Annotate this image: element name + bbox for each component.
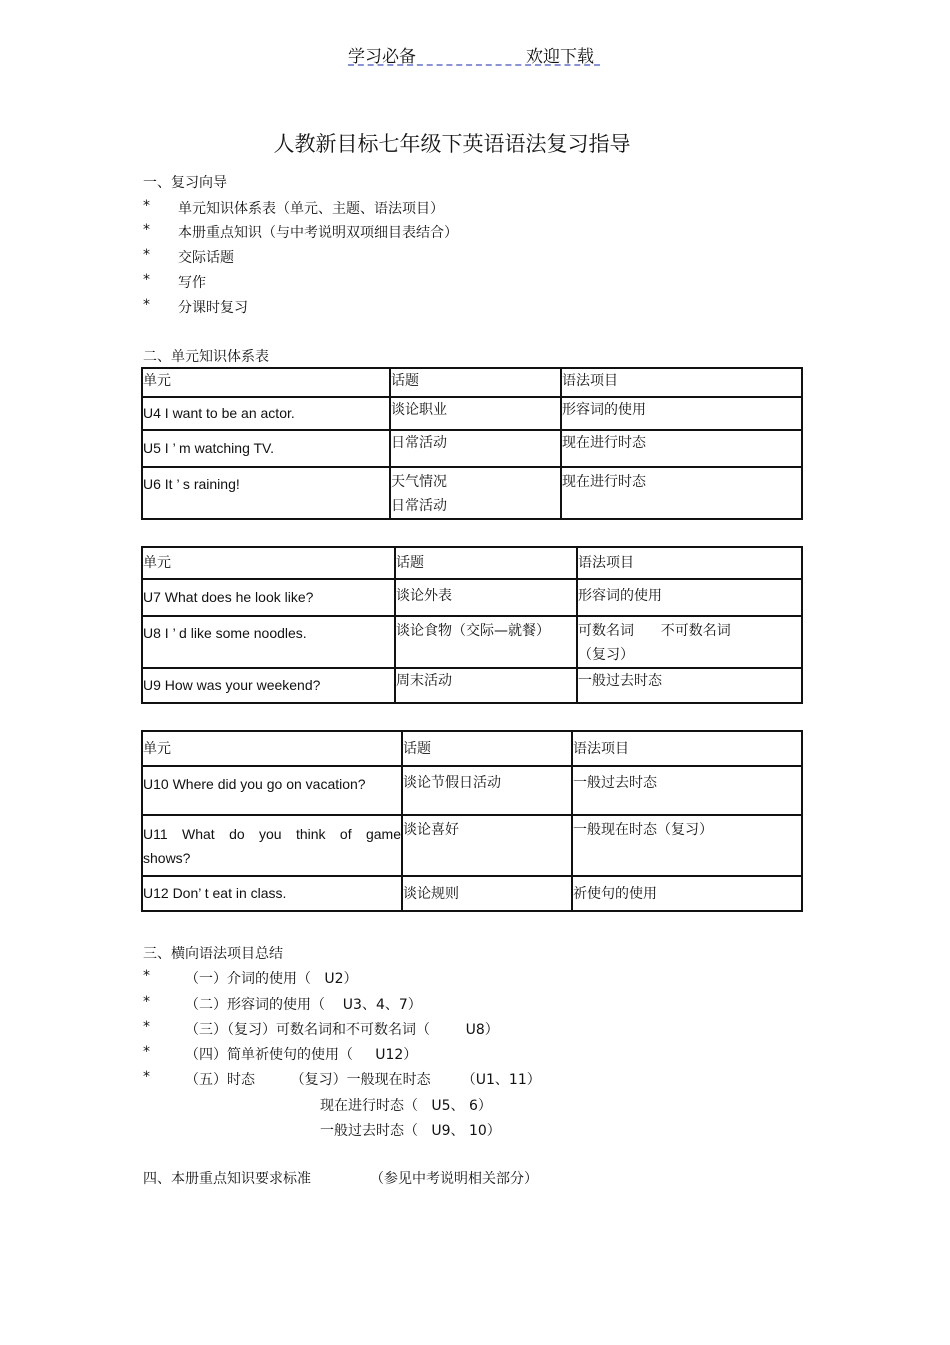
- grammar-cell: 一般现在时态（复习）: [573, 822, 713, 838]
- topic-cell: 日常活动: [391, 435, 447, 451]
- header-unit: 单元: [142, 731, 402, 766]
- bullet: *: [143, 994, 150, 1010]
- table-row: [142, 766, 802, 815]
- topic-cell: 谈论食物（交际—就餐）: [396, 623, 550, 639]
- topic-cell: 天气情况: [391, 474, 447, 490]
- list-item: （五）时态 （复习）一般现在时态 （U1、11）: [185, 1072, 541, 1088]
- unit-cell: U11 What do you think of game: [143, 826, 401, 842]
- bullet: *: [143, 297, 150, 313]
- topic-cell: 谈论职业: [391, 402, 447, 418]
- grammar-cell: 形容词的使用: [562, 402, 646, 418]
- unit-cell: U7 What does he look like?: [143, 589, 314, 605]
- table-row: [142, 430, 802, 467]
- header-topic: 话题: [390, 368, 561, 397]
- topic-cell: 谈论节假日活动: [403, 775, 501, 791]
- unit-cell: U12 Don’ t eat in class.: [143, 885, 287, 901]
- unit-cell: U9 How was your weekend?: [143, 677, 321, 693]
- grammar-cell: 可数名词 不可数名词: [578, 623, 731, 639]
- unit-cell: U10 Where did you go on vacation?: [143, 776, 366, 792]
- header-topic: 话题: [395, 547, 577, 579]
- list-item: 写作: [178, 275, 206, 291]
- section4-note: （参见中考说明相关部分）: [370, 1171, 538, 1187]
- grammar-cell: （复习）: [578, 647, 634, 663]
- grammar-cell: 现在进行时态: [562, 435, 646, 451]
- sub-item: 一般过去时态（ U9、 10）: [320, 1123, 501, 1139]
- table-header-row: [142, 731, 802, 766]
- table-row: [142, 815, 802, 876]
- page-title: 人教新目标七年级下英语语法复习指导: [273, 132, 631, 156]
- list-item: 交际话题: [178, 250, 234, 266]
- section3-heading: 三、横向语法项目总结: [143, 946, 283, 962]
- bullet: *: [143, 968, 150, 984]
- header-divider: [348, 64, 600, 66]
- bullet: *: [143, 1044, 150, 1060]
- table-row: [142, 579, 802, 616]
- topic-cell: 日常活动: [391, 498, 447, 514]
- table-row: [142, 616, 802, 668]
- topic-cell: 谈论喜好: [403, 822, 459, 838]
- table-row: [142, 876, 802, 911]
- topic-cell: 周末活动: [396, 673, 452, 689]
- header-unit: 单元: [142, 368, 390, 397]
- header-unit: 单元: [142, 547, 395, 579]
- list-item: （二）形容词的使用（ U3、4、7）: [185, 997, 422, 1013]
- unit-cell: U4 I want to be an actor.: [143, 405, 295, 421]
- topic-cell: 谈论外表: [396, 588, 452, 604]
- section1-heading: 一、复习向导: [143, 175, 227, 191]
- unit-cell-continued: shows?: [143, 850, 191, 866]
- unit-cell: U6 It ’ s raining!: [143, 476, 240, 492]
- header-right: 欢迎下载: [526, 47, 594, 67]
- table-header-row: [142, 368, 802, 397]
- bullet: *: [143, 198, 150, 214]
- unit-cell: U5 I ’ m watching TV.: [143, 440, 274, 456]
- list-item: （三）（复习）可数名词和不可数名词（ U8）: [185, 1022, 499, 1038]
- header-grammar: 语法项目: [577, 547, 802, 579]
- grammar-cell: 一般过去时态: [573, 775, 657, 791]
- header-grammar: 语法项目: [561, 368, 802, 397]
- unit-table-1: [141, 367, 803, 520]
- unit-table-3: [141, 730, 803, 912]
- list-item: （四）简单祈使句的使用（ U12）: [185, 1047, 418, 1063]
- list-item: 分课时复习: [178, 300, 248, 316]
- grammar-cell: 祈使句的使用: [573, 885, 657, 902]
- list-item: （一）介词的使用（ U2）: [185, 971, 358, 987]
- grammar-cell: 形容词的使用: [578, 588, 662, 604]
- header-grammar: 语法项目: [572, 731, 802, 766]
- list-item: 本册重点知识（与中考说明双项细目表结合）: [178, 225, 458, 241]
- grammar-cell: 一般过去时态: [578, 673, 662, 689]
- bullet: *: [143, 272, 150, 288]
- table-row: [142, 397, 802, 430]
- sub-item: 现在进行时态（ U5、 6）: [320, 1098, 492, 1114]
- bullet: *: [143, 247, 150, 263]
- unit-cell: U8 I ’ d like some noodles.: [143, 625, 307, 641]
- bullet: *: [143, 222, 150, 238]
- bullet: *: [143, 1069, 150, 1085]
- unit-table-2: [141, 546, 803, 704]
- table-row: [142, 467, 802, 519]
- section2-heading: 二、单元知识体系表: [143, 349, 269, 365]
- topic-cell: 谈论规则: [403, 885, 459, 902]
- list-item: 单元知识体系表（单元、主题、语法项目）: [178, 201, 444, 217]
- header-topic: 话题: [402, 731, 572, 766]
- grammar-cell: 现在进行时态: [562, 474, 646, 490]
- header-left: 学习必备: [348, 47, 416, 67]
- bullet: *: [143, 1019, 150, 1035]
- section4-heading: 四、本册重点知识要求标准: [143, 1171, 311, 1187]
- table-header-row: [142, 547, 802, 579]
- table-row: [142, 668, 802, 703]
